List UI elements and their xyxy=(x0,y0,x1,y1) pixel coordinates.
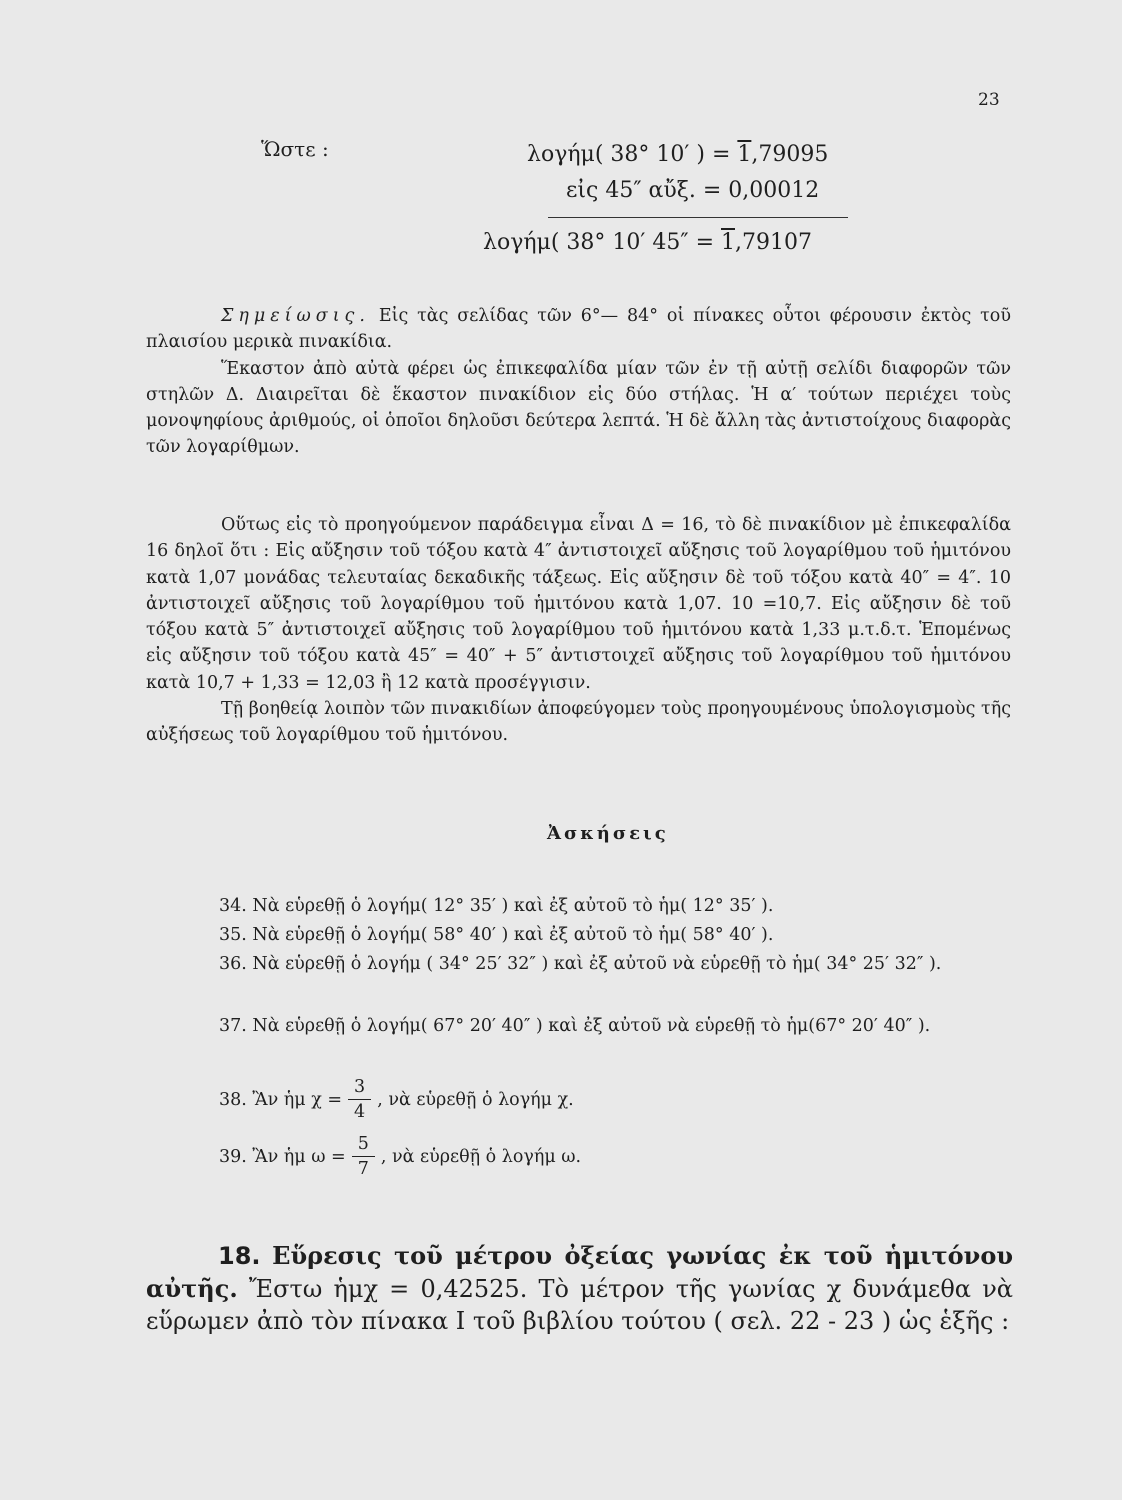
calc-line-1-pre: λογήμ( 38° 10′ ) = xyxy=(527,142,738,167)
hoste-label: Ὥστε : xyxy=(261,137,329,161)
exercise-34 xyxy=(146,893,1011,919)
note-paragraph-4: Τῇ βοηθείᾳ λοιπὸν τῶν πινακιδίων ἀποφεύγομεν τοὺς προηγουμένους ὑπολογισμοὺς τῆς αὐξήσεως τοῦ λογαρίθμου τοῦ ἡμιτόνου. xyxy=(146,699,1011,746)
exercise-38 xyxy=(219,1075,574,1135)
exercise-39-post: , νὰ εὑρεθῇ ὁ λογήμ ω. xyxy=(380,1146,582,1167)
page-number: 23 xyxy=(978,90,1000,110)
calc-line-3-bar: 1 xyxy=(721,230,735,255)
calc-line-1-bar: 1 xyxy=(737,142,752,167)
exercise-35-text: 35. Νὰ εὑρεθῇ ὁ λογήμ( 58° 40′ ) καὶ ἐξ αὐτοῦ τὸ ἡμ( 58° 40′ ). xyxy=(219,925,774,945)
section-number: 18. xyxy=(218,1242,261,1270)
exercise-39-pre: 39. Ἂν ἡμ ω = xyxy=(219,1146,346,1167)
section-18 xyxy=(146,1240,1013,1338)
note-label: Σημείωσις. xyxy=(221,306,370,326)
exercise-35 xyxy=(146,922,1011,948)
exercise-39 xyxy=(219,1132,581,1192)
calc-line-1-post: ,79095 xyxy=(751,142,829,167)
calc-line-2: εἰς 45″ αὔξ. = 0,00012 xyxy=(566,178,820,203)
calc-line-3 xyxy=(483,230,812,255)
exercise-37-text: 37. Νὰ εὑρεθῇ ὁ λογήμ( 67° 20′ 40″ ) καὶ ἐξ αὐτοῦ νὰ εὑρεθῇ τὸ ἡμ(67° 20′ 40″ ). xyxy=(219,1016,931,1036)
calc-line-3-pre: λογήμ( 38° 10′ 45″ = xyxy=(483,230,721,255)
exercise-38-post: , νὰ εὑρεθῇ ὁ λογήμ χ. xyxy=(377,1089,574,1110)
exercises-heading: Ἀσκήσεις xyxy=(547,823,669,844)
calc-line-1 xyxy=(527,142,828,167)
note-p1: Εἰς τὰς σελίδας τῶν 6°— 84° οἱ πίνακες οὗτοι φέρουσιν ἐκτὸς τοῦ πλαισίου μερικὰ πινακίδια. xyxy=(146,306,1011,353)
exercise-38-pre: 38. Ἂν ἡμ χ = xyxy=(219,1089,343,1110)
note-block xyxy=(146,303,1011,461)
fraction-3-4 xyxy=(348,1075,371,1124)
fraction-numerator: 5 xyxy=(352,1132,375,1157)
fraction-denominator: 4 xyxy=(354,1102,366,1122)
note-paragraph-2: Ἕκαστον ἀπὸ αὐτὰ φέρει ὡς ἐπικεφαλίδα μίαν τῶν ἐν τῇ αὐτῇ σελίδι διαφορῶν τῶν στηλῶν Δ. Διαιρεῖται δὲ ἕκαστον πινακίδιον εἰς δύο στήλας. Ἡ α′ τούτων περιέχει τοὺς μονοψηφίους ἀριθμούς, οἱ ὁποῖοι δηλοῦσι δεύτερα λεπτά. Ἡ δὲ ἄλλη τὰς ἀντιστοίχους διαφορὰς τῶν λογαρίθμων. xyxy=(146,358,1011,458)
section-title: Εὕρεσις τοῦ μέτρου ὀξείας γωνίας ἐκ τοῦ ἡμιτόνου αὐτῆς. xyxy=(146,1241,1013,1303)
note-paragraph-1 xyxy=(146,303,1011,356)
exercise-36 xyxy=(146,951,1011,977)
exercise-37 xyxy=(146,1013,1011,1039)
exercise-34-text: 34. Νὰ εὑρεθῇ ὁ λογήμ( 12° 35′ ) καὶ ἐξ αὐτοῦ τὸ ἡμ( 12° 35′ ). xyxy=(219,896,774,916)
fraction-denominator: 7 xyxy=(357,1159,369,1179)
fraction-5-7 xyxy=(352,1132,375,1181)
fraction-numerator: 3 xyxy=(348,1075,371,1100)
sum-rule xyxy=(548,217,848,218)
section-body: Ἔστω ἡμχ = 0,42525. Τὸ μέτρον τῆς γωνίας χ δυνάμεθα νὰ εὕρωμεν ἀπὸ τὸν πίνακα Ι τοῦ βιβλίου τούτου ( σελ. 22 - 23 ) ὡς ἑξῆς : xyxy=(146,1274,1013,1335)
example-block xyxy=(146,512,1011,749)
note-paragraph-3: Οὕτως εἰς τὸ προηγούμενον παράδειγμα εἶναι Δ = 16, τὸ δὲ πινακίδιον μὲ ἐπικεφαλίδα 16 δηλοῖ ὅτι : Εἰς αὔξησιν τοῦ τόξου κατὰ 4″ ἀντιστοιχεῖ αὔξησις τοῦ λογαρίθμου τοῦ ἡμιτόνου κατὰ 1,07 μονάδας τελευταίας δεκαδικῆς τάξεως. Εἰς αὔξησιν δὲ τοῦ τόξου κατὰ 40″ = 4″. 10 ἀντιστοιχεῖ αὔξησις τοῦ λογαρίθμου τοῦ ἡμιτόνου κατὰ 1,07. 10 =10,7. Εἰς αὔξησιν δὲ τοῦ τόξου κατὰ 5″ ἀντιστοιχεῖ αὔξησις τοῦ λογαρίθμου τοῦ ἡμιτόνου κατὰ 1,33 μ.τ.δ.τ. Ἑπομένως εἰς αὔξησιν τοῦ τόξου κατὰ 45″ = 40″ + 5″ ἀντιστοιχεῖ αὔξησις τοῦ λογαρίθμου τοῦ ἡμιτόνου κατὰ 10,7 + 1,33 = 12,03 ἢ 12 κατὰ προσέγγισιν. xyxy=(146,515,1011,693)
calc-line-3-post: ,79107 xyxy=(735,230,812,255)
exercise-36-text: 36. Νὰ εὑρεθῇ ὁ λογήμ ( 34° 25′ 32″ ) καὶ ἐξ αὐτοῦ νὰ εὑρεθῇ τὸ ἡμ( 34° 25′ 32″ ). xyxy=(219,954,942,974)
